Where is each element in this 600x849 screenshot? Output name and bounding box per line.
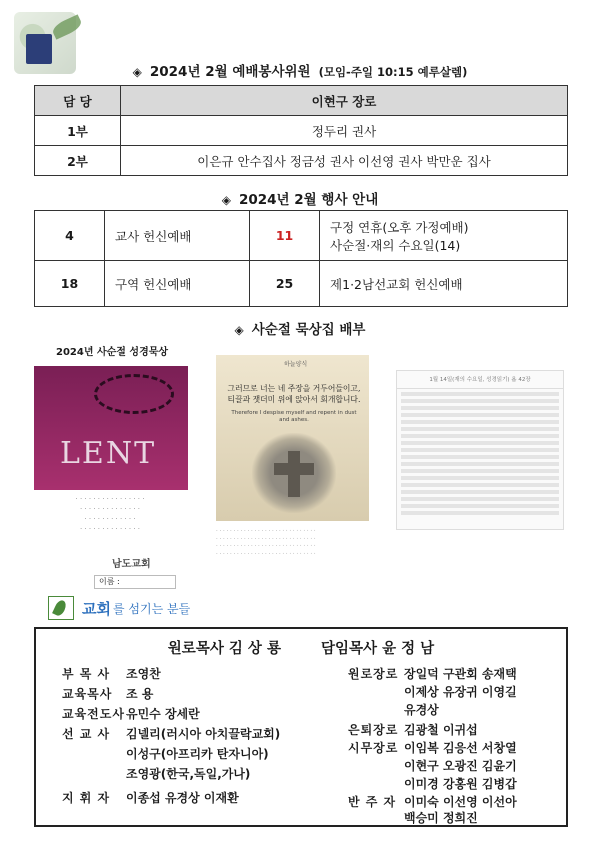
crown-of-thorns-icon [94, 374, 174, 414]
staff-row: 유경상 [404, 703, 439, 717]
diamond-icon: ◈ [132, 65, 142, 79]
lent-section-title: ◈ 사순절 묵상집 배부 [234, 322, 366, 338]
staff-row: 부 목 사 조영찬 [62, 667, 161, 681]
events-table [34, 210, 568, 307]
lent-cover-image [34, 366, 188, 490]
lent-word: LENT [60, 436, 157, 471]
service-header-key: 담 당 [35, 86, 121, 116]
staff-row: 선 교 사 김넬리(러시아 아치끌락교회) [62, 727, 281, 741]
page-header: 1월 14일(재의 수요일, 성경읽기) 욥 42장 [397, 371, 563, 389]
staff-row: 이제상 유장귀 이영길 [404, 685, 517, 699]
staff-row: 반 주 자 이미숙 이선영 이선아 [348, 795, 517, 809]
event-name: 교사 헌신예배 [105, 211, 250, 261]
devotional-book-cover [216, 355, 369, 521]
service-row-key: 1부 [35, 116, 121, 146]
pastors-line [36, 637, 566, 658]
event-date: 4 [35, 211, 105, 261]
book-body-text: · · · · · · · · · · · · · · · · · · · · · · · · · · · · · · · · · · · · · · · · · · · · · · · · · · · · · · · · · · · · · · · · · · · · · · · · · · · · · · · · · · · · · · · · · · · · · · · · · · · · · · · · · · · · · · · · · · · · [216, 528, 316, 557]
event-name: 구역 헌신예배 [105, 261, 250, 307]
book-top-label: 하늘양식 [284, 361, 308, 368]
staff-row: 원로장로 장일덕 구관회 송재택 [348, 667, 517, 681]
service-row-value: 정두리 권사 [121, 116, 568, 146]
church-name: 남도교회 [112, 559, 151, 570]
service-row-key: 2부 [35, 146, 121, 176]
diamond-icon: ◈ [234, 323, 244, 337]
staff-box [34, 627, 568, 827]
event-date: 18 [35, 261, 105, 307]
staff-section-heading: 교회 를 섬기는 분들 [48, 596, 190, 620]
senior-pastor: 담임목사 윤 정 남 [321, 641, 435, 657]
name-field-label: 이름 : [94, 575, 176, 589]
staff-row: 은퇴장로 김광철 이귀섭 [348, 723, 478, 737]
lent-card-label: 2024년 사순절 성경묵상 [56, 347, 169, 358]
leaf-shape [50, 14, 83, 39]
leaf-logo-icon [48, 596, 74, 620]
lent-verse-text: · · · · · · · · · · · · · · · · · · · · · · · · · · · · · · · · · · · · · · · · · · · · · · · · · · · · · · · · [75, 495, 145, 533]
staff-row: 이미경 강홍원 김병갑 [404, 777, 517, 791]
staff-row: 이성구(아프리카 탄자니아) [126, 747, 269, 761]
service-row-value: 이은규 안수집사 정금성 권사 이선영 권사 박만운 집사 [121, 146, 568, 176]
staff-row: 조영광(한국,독일,가나) [126, 767, 251, 781]
event-date: 25 [250, 261, 320, 307]
service-section-title: ◈ 2024년 2월 예배봉사위원 (모임-주일 10:15 예루살렘) [132, 64, 468, 80]
events-section-title: ◈ 2024년 2월 행사 안내 [221, 192, 379, 208]
diamond-icon: ◈ [221, 193, 231, 207]
event-date: 11 [250, 211, 320, 261]
staff-row: 교육전도사유민수 장세란 [62, 707, 200, 721]
staff-row: 교육목사 조 용 [62, 687, 154, 701]
service-table [34, 85, 568, 176]
senior-emeritus-pastor: 원로목사 김 상 룡 [167, 641, 281, 657]
staff-row: 지 휘 자 이종섭 유경상 이재환 [62, 791, 239, 805]
staff-row: 시무장로 이임복 김응선 서창열 [348, 741, 517, 755]
staff-row: 이현구 오광진 김윤기 [404, 759, 517, 773]
event-name: 제1·2남선교회 헌신예배 [320, 261, 568, 307]
book-verse-korean: 그러므로 너는 네 주장을 거두어들이고, 티끌과 잿더미 위에 앉아서 회개합니다. [227, 384, 361, 404]
book-verse-english: Therefore I despise myself and repent in dust and ashes. [231, 410, 357, 423]
service-header-value: 이현구 장로 [121, 86, 568, 116]
devotional-page-sample [396, 370, 564, 530]
ash-cross-icon [252, 433, 336, 513]
event-name: 구정 연휴(오후 가정예배) 사순절·재의 수요일(14) [320, 211, 568, 261]
staff-row: 백승미 정희진 [404, 811, 478, 825]
